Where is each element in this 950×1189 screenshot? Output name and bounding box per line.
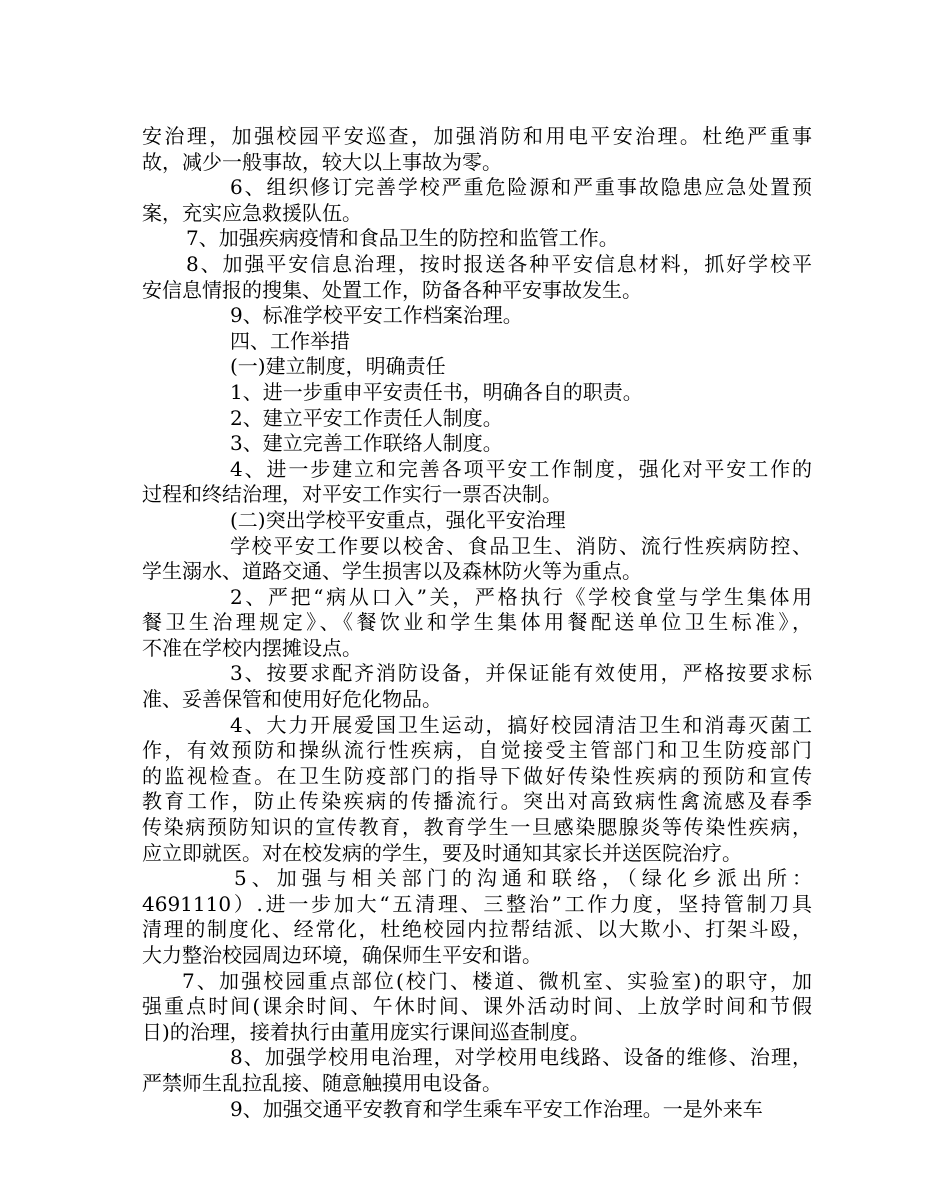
- paragraph: [142, 866, 812, 968]
- text-line: 6、组织修订完善学校严重危险源和严重事故隐患应急处置预: [230, 175, 812, 200]
- text-line: 学校平安工作要以校舍、食品卫生、消防、流行性疾病防控、: [230, 533, 812, 558]
- text-line: 不准在学校内摆摊设点。: [142, 635, 362, 660]
- paragraph: [142, 329, 812, 355]
- text-line: 的监视检查。在卫生防疫部门的指导下做好传染性疾病的预防和宣传: [142, 763, 812, 788]
- text-line: 教育工作，防止传染疾病的传播流行。突出对高致病性禽流感及春季: [142, 789, 812, 814]
- text-line: 5、加强与相关部门的沟通和联络，（绿化乡派出所：: [234, 866, 812, 891]
- paragraph: [142, 713, 812, 867]
- paragraph: [142, 124, 812, 175]
- paragraph: [142, 406, 812, 432]
- text-line: 2、建立平安工作责任人制度。: [230, 405, 503, 430]
- text-line: 准、妥善保管和使用好危化物品。: [142, 687, 442, 712]
- text-line: (一)建立制度，明确责任: [230, 354, 446, 379]
- text-line: 应立即就医。对在校发病的学生，要及时通知其家长并送医院治疗。: [142, 840, 742, 865]
- paragraph: [142, 1045, 812, 1096]
- text-line: 4、大力开展爱国卫生运动，搞好校园清洁卫生和消毒灭菌工: [230, 712, 812, 737]
- text-line: 过程和终结治理，对平安工作实行一票否决制。: [142, 482, 562, 507]
- text-line: 清理的制度化、经常化，杜绝校园内拉帮结派、以大欺小、打架斗殴，: [142, 917, 812, 942]
- text-line: 严禁师生乱拉乱接、随意触摸用电设备。: [142, 1070, 502, 1095]
- text-line: 案，充实应急救援队伍。: [142, 200, 362, 225]
- paragraph: [142, 252, 812, 303]
- text-line: 日)的治理，接着执行由董用庞实行课间巡查制度。: [142, 1019, 590, 1044]
- text-line: 7、加强校园重点部位(校门、楼道、微机室、实验室)的职守，加: [182, 968, 812, 993]
- text-line: 餐卫生治理规定》、《餐饮业和学生集体用餐配送单位卫生标准》，: [142, 610, 812, 635]
- text-line: 7、加强疾病疫情和食品卫生的防控和监管工作。: [186, 226, 619, 251]
- text-line: 四、工作举措: [230, 328, 350, 353]
- paragraph: [142, 969, 812, 1046]
- text-line: 4、进一步建立和完善各项平安工作制度，强化对平安工作的: [230, 456, 812, 481]
- paragraph: [142, 1097, 812, 1123]
- text-line: 学生溺水、道路交通、学生损害以及森林防火等为重点。: [142, 559, 642, 584]
- paragraph: [142, 380, 812, 406]
- text-line: 9、加强交通平安教育和学生乘车平安工作治理。一是外来车: [230, 1096, 763, 1121]
- text-line: 大力整治校园周边环境，确保师生平安和谐。: [142, 943, 542, 967]
- text-line: 8、加强学校用电治理，对学校用电线路、设备的维修、治理，: [230, 1045, 812, 1070]
- paragraph: [142, 354, 812, 380]
- paragraph: [142, 457, 812, 508]
- text-line: (二)突出学校平安重点，强化平安治理: [230, 507, 566, 532]
- paragraph: [142, 508, 812, 534]
- paragraph: [142, 303, 812, 329]
- text-line: 4691110）.进一步加大“五清理、三整治”工作力度，坚持管制刀具: [142, 891, 812, 916]
- paragraph: [142, 534, 812, 585]
- text-line: 安治理，加强校园平安巡查，加强消防和用电平安治理。杜绝严重事: [142, 124, 812, 148]
- text-line: 2、严把“病从口入”关，严格执行《学校食堂与学生集体用: [230, 584, 812, 609]
- text-line: 1、进一步重申平安责任书，明确各自的职责。: [230, 379, 643, 404]
- text-line: 8、加强平安信息治理，按时报送各种平安信息材料，抓好学校平: [186, 251, 812, 276]
- text-line: 作，有效预防和操纵流行性疾病，自觉接受主管部门和卫生防疫部门: [142, 738, 812, 763]
- text-line: 9、标准学校平安工作档案治理。: [230, 303, 523, 328]
- paragraph: [142, 661, 812, 712]
- text-line: 强重点时间(课余时间、午休时间、课外活动时间、上放学时间和节假: [142, 994, 812, 1019]
- paragraph: [142, 431, 812, 457]
- text-line: 3、建立完善工作联络人制度。: [230, 431, 503, 456]
- text-line: 传染病预防知识的宣传教育，教育学生一旦感染腮腺炎等传染性疾病，: [142, 815, 812, 840]
- paragraph: [142, 175, 812, 226]
- document-body: [142, 124, 812, 1122]
- text-line: 故，减少一般事故，较大以上事故为零。: [142, 149, 502, 174]
- text-line: 3、按要求配齐消防设备，并保证能有效使用，严格按要求标: [230, 661, 812, 686]
- paragraph: [142, 226, 812, 252]
- text-line: 安信息情报的搜集、处置工作，防备各种平安事故发生。: [142, 277, 642, 302]
- paragraph: [142, 585, 812, 662]
